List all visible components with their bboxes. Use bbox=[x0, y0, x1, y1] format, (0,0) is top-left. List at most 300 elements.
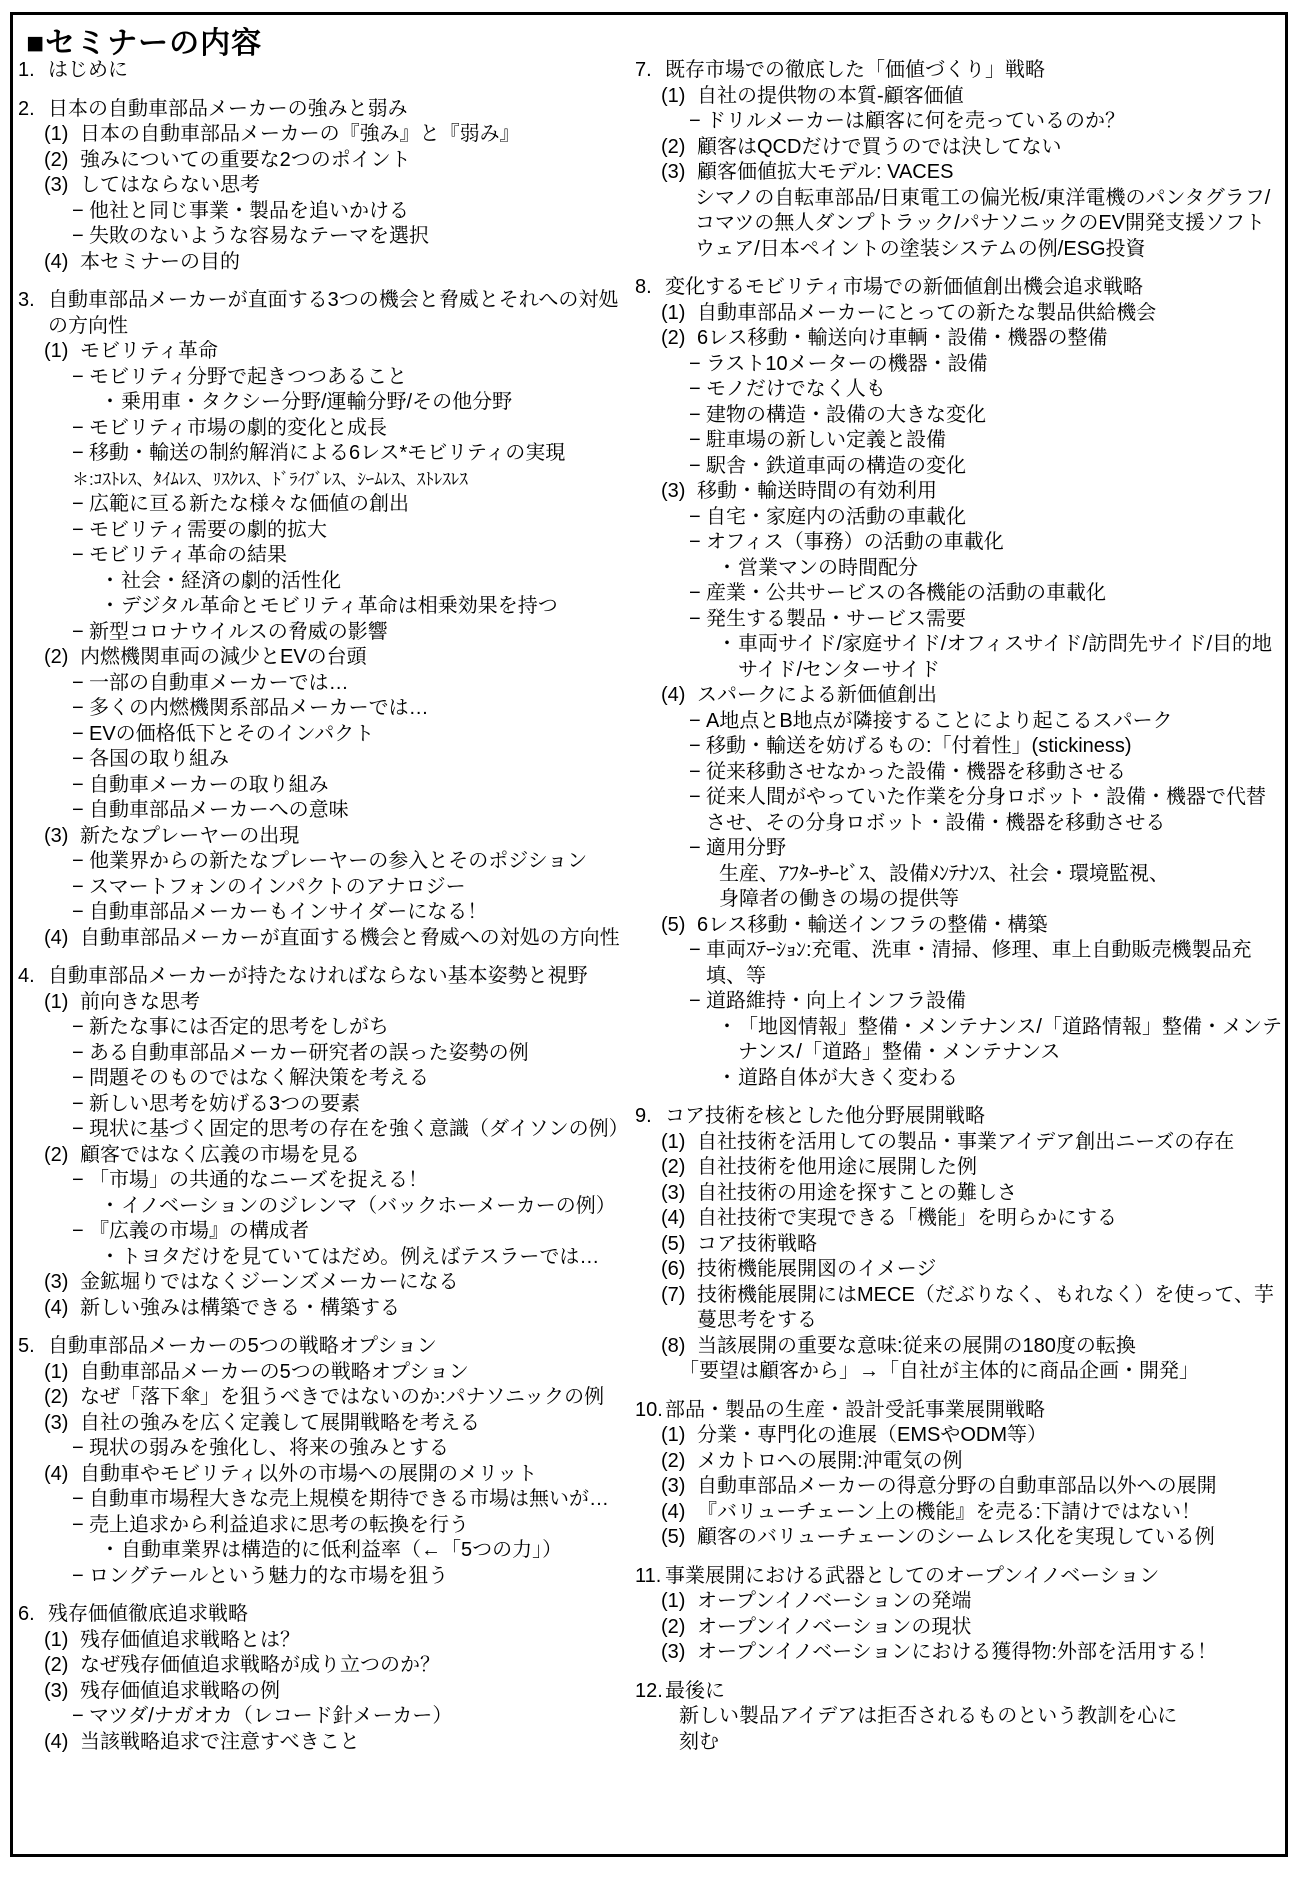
outline-item bbox=[633, 1066, 1285, 1092]
item-marker: 7. bbox=[635, 59, 652, 81]
item-text: 顧客価値拡大モデル: VACES bbox=[697, 161, 954, 183]
item-text: 顧客のバリューチェーンのシームレス化を実現している例 bbox=[697, 1526, 1215, 1548]
item-marker: − bbox=[72, 1118, 84, 1140]
item-marker: (2) bbox=[661, 327, 686, 349]
item-marker: − bbox=[689, 429, 701, 451]
outline-item bbox=[633, 505, 1285, 531]
item-text: モビリティ革命 bbox=[80, 340, 218, 362]
item-marker: (3) bbox=[44, 174, 69, 196]
outline-item bbox=[16, 926, 630, 952]
outline-item bbox=[16, 594, 630, 620]
outline-item bbox=[633, 1615, 1285, 1641]
outline-item bbox=[633, 326, 1285, 352]
item-marker: ・ bbox=[100, 391, 120, 413]
item-marker: (2) bbox=[661, 1615, 686, 1638]
item-text: 自社技術を活用しての製品・事業アイデア創出ニーズの存在 bbox=[697, 1130, 1235, 1153]
item-marker: − bbox=[72, 901, 84, 923]
item-text: ＊:ｺｽﾄﾚｽ、ﾀｲﾑﾚｽ、ﾘｽｸﾚｽ、ﾄﾞﾗｲﾌﾞﾚｽ、ｼｰﾑﾚｽ、ｽﾄﾚｽﾚｽ bbox=[72, 469, 468, 489]
outline-item bbox=[633, 352, 1285, 378]
outline-item bbox=[16, 250, 630, 276]
item-text: 技術機能展開にはMECE（だぶりなく、もれなく）を使って、芋蔓思考をする bbox=[697, 1283, 1274, 1331]
section-heading bbox=[16, 288, 630, 339]
item-text: 『バリューチェーン上の機能』を売る:下請けではない！ bbox=[697, 1500, 1201, 1523]
item-text: オフィス（事務）の活動の車載化 bbox=[706, 531, 1004, 553]
outline-item bbox=[16, 441, 630, 467]
item-marker: − bbox=[72, 518, 84, 541]
outline-section bbox=[633, 58, 1285, 262]
item-marker: − bbox=[689, 531, 701, 553]
item-text: 現状に基づく固定的思考の存在を強く意識（ダイソンの例） bbox=[89, 1118, 629, 1140]
item-marker: (4) bbox=[661, 684, 686, 706]
outline-item bbox=[16, 1041, 630, 1067]
item-marker: (3) bbox=[44, 1679, 69, 1702]
outline-item bbox=[633, 160, 1285, 186]
outline-item bbox=[16, 1143, 630, 1169]
outline-item bbox=[16, 1679, 630, 1705]
item-marker: − bbox=[72, 697, 84, 719]
page-title: ■セミナーの内容 bbox=[26, 27, 263, 60]
item-marker: − bbox=[72, 1092, 84, 1115]
outline-item bbox=[633, 1640, 1285, 1666]
outline-item bbox=[16, 875, 630, 901]
item-text: 新しい製品アイデアは拒否されるものという教訓を心に bbox=[679, 1705, 1178, 1727]
item-marker: (2) bbox=[661, 135, 686, 158]
outline-item bbox=[16, 1270, 630, 1296]
item-marker: ・ bbox=[717, 1066, 737, 1089]
item-marker: (5) bbox=[661, 1232, 686, 1255]
item-text: 自宅・家庭内の活動の車載化 bbox=[706, 505, 966, 528]
item-text: 「要望は顧客から」→「自社が主体的に商品企画・開発」 bbox=[679, 1360, 1199, 1382]
item-marker: 2. bbox=[18, 97, 35, 120]
item-text: 失敗のないような容易なテーマを選択 bbox=[89, 225, 429, 247]
outline-item bbox=[16, 199, 630, 225]
item-marker: − bbox=[689, 378, 701, 400]
item-marker: − bbox=[72, 416, 84, 439]
item-text: 社会・経済の劇的活性化 bbox=[121, 569, 341, 592]
item-marker: − bbox=[72, 1705, 84, 1727]
outline-item bbox=[16, 1194, 630, 1220]
outline-item bbox=[16, 1704, 630, 1730]
outline-section bbox=[16, 97, 630, 276]
outline-item bbox=[16, 1564, 630, 1590]
item-marker: (8) bbox=[661, 1334, 686, 1357]
outline-item bbox=[633, 1359, 1285, 1385]
item-marker: (2) bbox=[44, 1143, 69, 1166]
outline-item bbox=[16, 696, 630, 722]
item-text: 前向きな思考 bbox=[80, 990, 200, 1013]
outline-item bbox=[16, 620, 630, 646]
item-marker: − bbox=[689, 709, 701, 732]
outline-item bbox=[16, 543, 630, 569]
outline-section bbox=[633, 1104, 1285, 1385]
outline-item bbox=[16, 1462, 630, 1488]
item-marker: − bbox=[72, 1437, 84, 1459]
item-marker: − bbox=[72, 1067, 84, 1089]
item-text: モノだけでなく人も bbox=[706, 378, 886, 400]
item-marker: (6) bbox=[661, 1258, 686, 1280]
outline-item bbox=[16, 569, 630, 595]
item-text: イノベーションのジレンマ（バックホーメーカーの例） bbox=[121, 1194, 616, 1217]
item-marker: (1) bbox=[44, 123, 69, 145]
item-text: コア技術戦略 bbox=[697, 1232, 817, 1255]
item-text: 新型コロナウイルスの脅威の影響 bbox=[89, 620, 388, 643]
item-text: はじめに bbox=[48, 59, 128, 81]
outline-item bbox=[633, 683, 1285, 709]
outline-item bbox=[16, 1360, 630, 1386]
section-heading bbox=[16, 964, 630, 990]
item-marker: ・ bbox=[100, 1539, 120, 1561]
outline-section bbox=[633, 1679, 1285, 1756]
outline-item bbox=[633, 1704, 1285, 1730]
item-marker: − bbox=[72, 620, 84, 643]
item-marker: − bbox=[689, 760, 701, 783]
outline-item bbox=[16, 1296, 630, 1322]
item-marker: − bbox=[689, 582, 701, 604]
outline-item bbox=[633, 1181, 1285, 1207]
item-text: 売上追求から利益追求に思考の転換を行う bbox=[89, 1513, 469, 1536]
outline-item bbox=[633, 377, 1285, 403]
item-text: 車両サイド/家庭サイド/オフィスサイド/訪問先サイド/目的地サイド/センターサイド bbox=[738, 633, 1273, 681]
outline-item bbox=[633, 1283, 1285, 1334]
item-text: 顧客ではなく広義の市場を見る bbox=[80, 1143, 360, 1166]
item-text: 自動車部品メーカーの5つの戦略オプション bbox=[80, 1360, 469, 1383]
outline-item bbox=[633, 186, 1285, 263]
item-text: 本セミナーの目的 bbox=[80, 250, 240, 273]
section-heading bbox=[633, 1679, 1285, 1705]
outline-item bbox=[16, 1117, 630, 1143]
item-text: 広範に亘る新たな様々な価値の創出 bbox=[89, 493, 409, 515]
outline-item bbox=[633, 530, 1285, 556]
item-marker: (4) bbox=[44, 1730, 69, 1753]
item-marker: (4) bbox=[661, 1207, 686, 1229]
item-marker: (3) bbox=[661, 480, 686, 502]
item-text: スマートフォンのインパクトのアナロジー bbox=[89, 875, 466, 898]
item-text: 残存価値追求戦略とは？ bbox=[80, 1628, 300, 1651]
section-heading bbox=[633, 1564, 1285, 1590]
item-text: ラスト10メーターの機器・設備 bbox=[706, 352, 988, 375]
item-marker: (1) bbox=[44, 990, 69, 1013]
outline-item bbox=[16, 900, 630, 926]
item-text: コア技術を核とした他分野展開戦略 bbox=[665, 1105, 985, 1127]
item-marker: (1) bbox=[661, 301, 686, 324]
item-marker: (1) bbox=[661, 1424, 686, 1446]
item-marker: − bbox=[72, 199, 84, 222]
outline-item bbox=[633, 887, 1285, 913]
item-marker: − bbox=[689, 505, 701, 528]
outline-section bbox=[633, 1398, 1285, 1551]
item-marker: − bbox=[72, 722, 84, 745]
outline-item bbox=[16, 339, 630, 365]
outline-item bbox=[633, 1500, 1285, 1526]
item-text: 「市場」の共通的なニーズを捉える！ bbox=[89, 1169, 428, 1191]
outline-item bbox=[633, 1423, 1285, 1449]
item-text: 自動車業界は構造的に低利益率（←「5つの力」） bbox=[121, 1539, 563, 1561]
outline-item bbox=[633, 607, 1285, 633]
item-text: 当該戦略追求で注意すべきこと bbox=[80, 1730, 360, 1753]
item-text: A地点とB地点が隣接することにより起こるスパーク bbox=[706, 709, 1173, 732]
item-text: マツダ/ナガオカ（レコード針メーカー） bbox=[89, 1705, 453, 1727]
section-heading bbox=[16, 97, 630, 123]
item-marker: − bbox=[72, 1169, 84, 1191]
item-text: 自動車部品メーカーが持たなければならない基本姿勢と視野 bbox=[48, 965, 588, 987]
outline-item bbox=[16, 518, 630, 544]
item-text: 自動車部品メーカーが直面する機会と脅威への対処の方向性 bbox=[80, 926, 620, 949]
outline-item bbox=[16, 1513, 630, 1539]
item-marker: (2) bbox=[44, 1654, 69, 1676]
item-marker: 6. bbox=[18, 1603, 35, 1625]
item-marker: ・ bbox=[717, 633, 737, 655]
item-marker: 9. bbox=[635, 1105, 652, 1127]
outline-item bbox=[16, 467, 630, 493]
outline-item bbox=[16, 1436, 630, 1462]
item-text: 道路自体が大きく変わる bbox=[738, 1066, 958, 1089]
item-marker: − bbox=[72, 875, 84, 898]
item-text: 自動車部品メーカーにとっての新たな製品供給機会 bbox=[697, 301, 1157, 324]
item-text: 技術機能展開図のイメージ bbox=[697, 1258, 937, 1280]
outline-item bbox=[633, 913, 1285, 939]
outline-item bbox=[633, 836, 1285, 862]
item-text: 内燃機関車両の減少とEVの台頭 bbox=[80, 646, 367, 668]
item-marker: 3. bbox=[18, 289, 35, 311]
item-marker: (3) bbox=[44, 824, 69, 847]
item-text: 既存市場での徹底した「価値づくり」戦略 bbox=[665, 59, 1045, 81]
item-marker: − bbox=[689, 607, 701, 630]
outline-item bbox=[633, 632, 1285, 683]
outline-item bbox=[16, 849, 630, 875]
item-text: メカトロへの展開:沖電気の例 bbox=[697, 1449, 963, 1472]
item-text: 身障者の働きの場の提供等 bbox=[719, 888, 959, 910]
outline-item bbox=[633, 403, 1285, 429]
item-text: 日本の自動車部品メーカーの『強み』と『弱み』 bbox=[80, 123, 520, 145]
outline-column-right bbox=[633, 58, 1285, 1755]
item-text: 自動車メーカーの取り組み bbox=[89, 773, 329, 796]
item-text: 生産、ｱﾌﾀｰｻｰﾋﾞｽ、設備ﾒﾝﾃﾅﾝｽ、社会・環境監視、 bbox=[719, 862, 1169, 885]
outline-item bbox=[16, 1066, 630, 1092]
outline-item bbox=[16, 1245, 630, 1271]
outline-item bbox=[16, 747, 630, 773]
item-text: 残存価値徹底追求戦略 bbox=[48, 1603, 248, 1625]
outline-item bbox=[633, 938, 1285, 989]
item-marker: − bbox=[72, 1564, 84, 1587]
item-marker: ・ bbox=[100, 1194, 120, 1217]
item-text: デジタル革命とモビリティ革命は相乗効果を持つ bbox=[121, 595, 558, 617]
item-text: 自社技術を他用途に展開した例 bbox=[697, 1156, 977, 1178]
item-text: してはならない思考 bbox=[80, 174, 260, 196]
outline-item bbox=[633, 989, 1285, 1015]
item-text: 刻む bbox=[679, 1730, 719, 1753]
item-marker: − bbox=[72, 850, 84, 872]
item-text: 変化するモビリティ市場での新価値創出機会追求戦略 bbox=[665, 276, 1143, 298]
section-heading bbox=[16, 1334, 630, 1360]
outline-section bbox=[16, 964, 630, 1321]
item-marker: ・ bbox=[717, 556, 737, 579]
item-marker: − bbox=[689, 403, 701, 426]
item-text: なぜ「落下傘」を狙うべきではないのか:パナソニックの例 bbox=[80, 1386, 605, 1408]
item-marker: − bbox=[72, 671, 84, 694]
outline-item bbox=[633, 479, 1285, 505]
item-text: 自動車市場程大きな売上規模を期待できる市場は無いが… bbox=[89, 1488, 609, 1510]
item-marker: 12. bbox=[635, 1679, 663, 1702]
item-marker: (2) bbox=[661, 1449, 686, 1472]
item-text: スパークによる新価値創出 bbox=[697, 684, 937, 706]
item-text: 多くの内燃機関系部品メーカーでは… bbox=[89, 697, 429, 719]
item-text: 車両ｽﾃｰｼｮﾝ:充電、洗車・清掃、修理、車上自動販売機製品充填、等 bbox=[706, 939, 1252, 987]
outline-section bbox=[16, 58, 630, 84]
item-text: EVの価格低下とそのインパクト bbox=[89, 722, 375, 745]
item-marker: − bbox=[72, 544, 84, 566]
item-marker: (3) bbox=[661, 1475, 686, 1497]
outline-item bbox=[16, 798, 630, 824]
item-text: 新たなプレーヤーの出現 bbox=[80, 824, 300, 847]
outline-item bbox=[16, 1015, 630, 1041]
outline-section bbox=[16, 1334, 630, 1589]
item-marker: − bbox=[689, 786, 701, 808]
item-text: 自動車部品メーカーの5つの戦略オプション bbox=[48, 1335, 437, 1357]
item-marker: − bbox=[689, 352, 701, 375]
item-text: 当該展開の重要な意味:従来の展開の180度の転換 bbox=[697, 1334, 1136, 1357]
item-marker: 1. bbox=[18, 59, 35, 81]
outline-item bbox=[633, 109, 1285, 135]
item-marker: − bbox=[689, 735, 701, 757]
outline-item bbox=[633, 1474, 1285, 1500]
item-text: モビリティ分野で起きつつあること bbox=[89, 365, 407, 388]
item-text: 他業界からの新たなプレーヤーの参入とそのポジション bbox=[89, 850, 588, 872]
item-marker: − bbox=[72, 1041, 84, 1064]
outline-item bbox=[16, 365, 630, 391]
item-text: ロングテールという魅力的な市場を狙う bbox=[89, 1564, 449, 1587]
item-text: モビリティ革命の結果 bbox=[89, 544, 287, 566]
outline-item bbox=[16, 645, 630, 671]
item-marker: − bbox=[72, 493, 84, 515]
item-text: 他社と同じ事業・製品を追いかける bbox=[89, 199, 409, 222]
item-marker: − bbox=[72, 1220, 84, 1242]
item-marker: (4) bbox=[44, 1462, 69, 1485]
item-text: オープンイノベーションにおける獲得物:外部を活用する！ bbox=[697, 1641, 1217, 1663]
outline-item bbox=[633, 760, 1285, 786]
outline-item bbox=[16, 773, 630, 799]
outline-item bbox=[16, 1628, 630, 1654]
outline-item bbox=[633, 1257, 1285, 1283]
item-marker: − bbox=[72, 1488, 84, 1510]
item-marker: (3) bbox=[661, 1641, 686, 1663]
outline-item bbox=[16, 492, 630, 518]
outline-item bbox=[16, 148, 630, 174]
item-marker: (1) bbox=[661, 84, 686, 107]
item-text: 移動・輸送時間の有効利用 bbox=[697, 480, 937, 502]
outline-item bbox=[633, 1730, 1285, 1756]
item-marker: (2) bbox=[44, 148, 69, 171]
outline-item bbox=[16, 122, 630, 148]
outline-item bbox=[16, 1487, 630, 1513]
item-marker: 4. bbox=[18, 965, 35, 987]
item-text: 営業マンの時間配分 bbox=[738, 556, 918, 579]
item-marker: − bbox=[72, 773, 84, 796]
section-heading bbox=[633, 1398, 1285, 1424]
item-text: 従来人間がやっていた作業を分身ロボット・設備・機器で代替させ、その分身ロボット・設備・機器を移動させる bbox=[706, 786, 1266, 834]
outline-item bbox=[16, 173, 630, 199]
item-marker: (4) bbox=[44, 250, 69, 273]
item-text: 建物の構造・設備の大きな変化 bbox=[706, 403, 986, 426]
item-text: 自社技術で実現できる「機能」を明らかにする bbox=[697, 1207, 1117, 1229]
item-text: 事業展開における武器としてのオープンイノベーション bbox=[665, 1564, 1160, 1587]
outline-item bbox=[16, 416, 630, 442]
item-marker: − bbox=[689, 990, 701, 1012]
outline-item bbox=[633, 454, 1285, 480]
item-text: 自動車やモビリティ以外の市場への展開のメリット bbox=[80, 1462, 538, 1485]
item-text: 自動車部品メーカーが直面する3つの機会と脅威とそれへの対処の方向性 bbox=[48, 289, 619, 337]
outline-item bbox=[633, 1155, 1285, 1181]
item-marker: 8. bbox=[635, 276, 652, 298]
section-heading bbox=[16, 1602, 630, 1628]
item-marker: (3) bbox=[661, 1181, 686, 1204]
item-text: 駐車場の新しい定義と設備 bbox=[706, 429, 946, 451]
item-text: 自動車部品メーカーもインサイダーになる！ bbox=[89, 901, 488, 923]
item-text: ある自動車部品メーカー研究者の誤った姿勢の例 bbox=[89, 1041, 529, 1064]
outline-item bbox=[16, 824, 630, 850]
outline-item bbox=[633, 556, 1285, 582]
item-marker: ・ bbox=[100, 1245, 120, 1268]
item-text: 自社の強みを広く定義して展開戦略を考える bbox=[80, 1411, 480, 1434]
item-marker: ・ bbox=[717, 1015, 737, 1038]
outline-item bbox=[633, 301, 1285, 327]
item-marker: ・ bbox=[100, 595, 120, 617]
item-marker: (2) bbox=[661, 1156, 686, 1178]
item-text: 自社の提供物の本質-顧客価値 bbox=[697, 84, 964, 107]
outline-item bbox=[16, 1730, 630, 1756]
item-text: 乗用車・タクシー分野/運輸分野/その他分野 bbox=[121, 391, 513, 413]
item-text: モビリティ需要の劇的拡大 bbox=[89, 518, 327, 541]
item-text: 顧客はQCDだけで買うのでは決してない bbox=[697, 135, 1062, 158]
item-text: 最後に bbox=[665, 1679, 725, 1702]
item-marker: 11. bbox=[635, 1564, 662, 1587]
item-marker: (3) bbox=[44, 1411, 69, 1434]
outline-item bbox=[16, 990, 630, 1016]
item-marker: (1) bbox=[44, 1360, 69, 1383]
item-marker: (1) bbox=[661, 1130, 686, 1153]
item-marker: − bbox=[689, 837, 701, 859]
item-text: 道路維持・向上インフラ設備 bbox=[706, 990, 966, 1012]
item-marker: (3) bbox=[44, 1271, 69, 1293]
item-marker: (7) bbox=[661, 1283, 686, 1306]
item-marker: − bbox=[72, 1513, 84, 1536]
item-marker: (3) bbox=[661, 161, 686, 183]
item-text: 一部の自動車メーカーでは… bbox=[89, 671, 349, 694]
outline-section bbox=[16, 288, 630, 951]
item-text: シマノの自転車部品/日東電工の偏光板/東洋電機のパンタグラフ/コマツの無人ダンプトラック/パナソニックのEV開発支援ソフトウェア/日本ペイントの塗装システムの例/ESG投資 bbox=[695, 186, 1271, 260]
outline-item bbox=[16, 1538, 630, 1564]
outline-item bbox=[633, 1130, 1285, 1156]
outline-item bbox=[633, 135, 1285, 161]
item-text: 各国の取り組み bbox=[89, 748, 229, 770]
item-text: モビリティ市場の劇的変化と成長 bbox=[89, 416, 387, 439]
outline-item bbox=[633, 1589, 1285, 1615]
item-marker: − bbox=[72, 748, 84, 770]
item-text: 移動・輸送を妨げるもの:「付着性」(stickiness) bbox=[706, 735, 1132, 757]
item-text: 適用分野 bbox=[706, 837, 786, 859]
item-text: 産業・公共サービスの各機能の活動の車載化 bbox=[706, 582, 1106, 604]
item-text: 「地図情報」整備・メンテナンス/「道路情報」整備・メンテナンス/「道路」整備・メンテナンス bbox=[738, 1015, 1282, 1063]
item-text: 強みについての重要な2つのポイント bbox=[80, 148, 411, 171]
item-text: トヨタだけを見ていてはだめ。例えばテスラーでは… bbox=[121, 1245, 600, 1268]
item-marker: (4) bbox=[661, 1500, 686, 1523]
outline-section bbox=[16, 1602, 630, 1755]
item-marker: 10. bbox=[635, 1398, 663, 1421]
item-text: 従来移動させなかった設備・機器を移動させる bbox=[706, 760, 1126, 783]
item-text: 新しい強みは構築できる・構築する bbox=[80, 1296, 400, 1319]
item-text: 自社技術の用途を探すことの難しさ bbox=[697, 1181, 1017, 1204]
item-text: 移動・輸送の制約解消による6レス*モビリティの実現 bbox=[89, 442, 566, 464]
outline-item bbox=[633, 734, 1285, 760]
